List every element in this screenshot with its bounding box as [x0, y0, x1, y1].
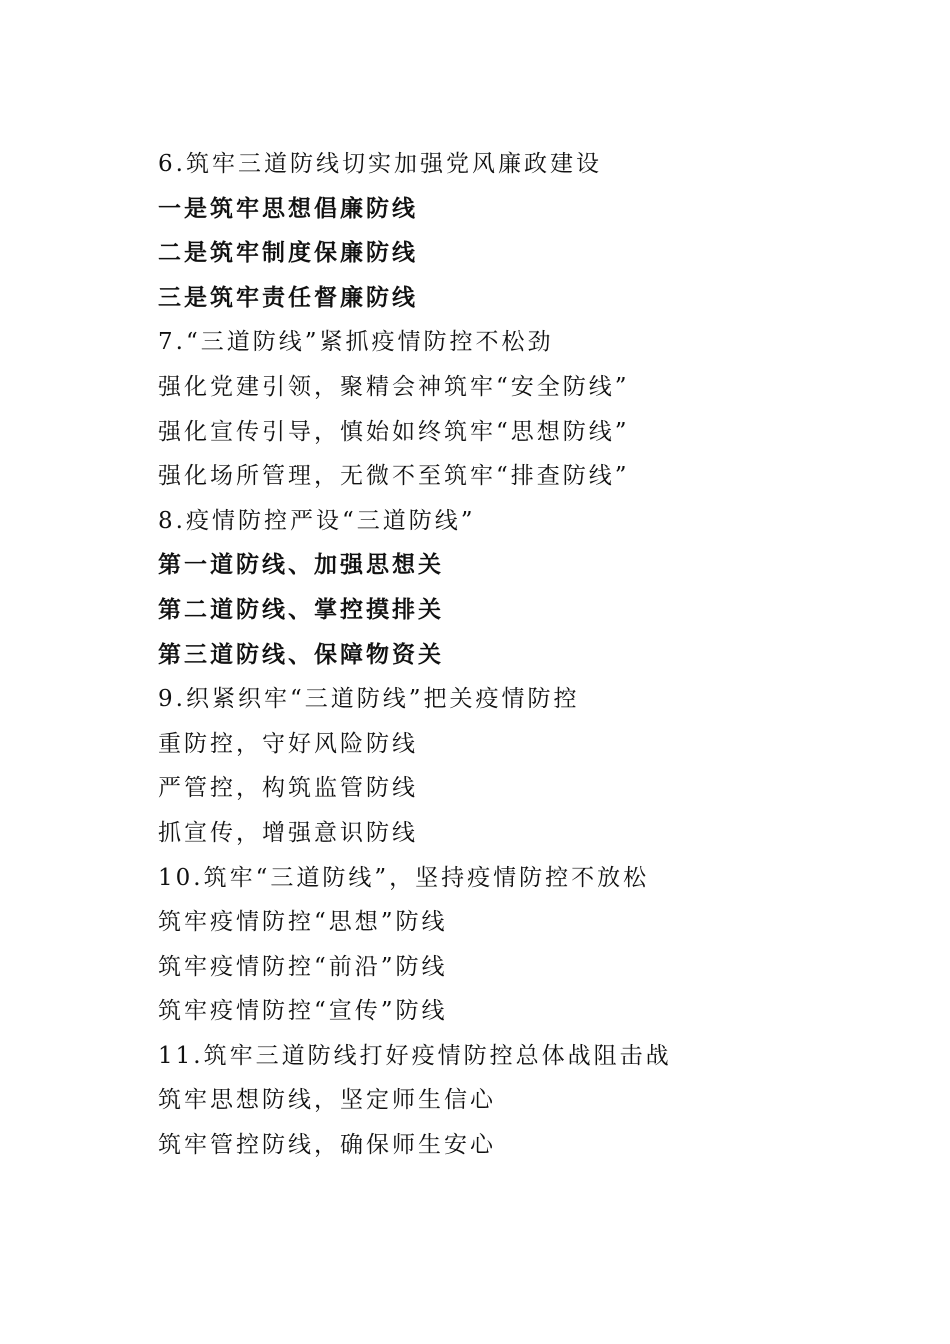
section-heading-7: 7.“三道防线”紧抓疫情防控不松劲: [158, 329, 554, 356]
section-heading-11: 11.筑牢三道防线打好疫情防控总体战阻击战: [158, 1042, 672, 1069]
section-heading-8: 8.疫情防控严设“三道防线”: [158, 507, 476, 534]
list-item: 筑牢疫情防控“思想”防线: [158, 909, 448, 936]
section-heading-9: 9.织紧织牢“三道防线”把关疫情防控: [158, 686, 580, 713]
section-heading-10: 10.筑牢“三道防线”，坚持疫情防控不放松: [158, 864, 650, 891]
list-item: 一是筑牢思想倡廉防线: [158, 194, 418, 222]
list-item: 第二道防线、掌控摸排关: [158, 595, 444, 623]
list-item: 二是筑牢制度保廉防线: [158, 239, 418, 267]
list-item: 三是筑牢责任督廉防线: [158, 283, 418, 311]
document-body: [158, 142, 878, 1168]
list-item: 抓宣传，增强意识防线: [158, 819, 418, 846]
list-item: 严管控，构筑监管防线: [158, 775, 418, 802]
section-heading-6: 6.筑牢三道防线切实加强党风廉政建设: [158, 151, 602, 177]
list-item: 第三道防线、保障物资关: [158, 640, 444, 668]
list-item: 强化场所管理，无微不至筑牢“排查防线”: [158, 463, 630, 490]
list-item: 强化宣传引导，慎始如终筑牢“思想防线”: [158, 418, 630, 445]
list-item: 第一道防线、加强思想关: [158, 551, 444, 579]
list-item: 筑牢疫情防控“宣传”防线: [158, 998, 448, 1025]
list-item: 强化党建引领，聚精会神筑牢“安全防线”: [158, 373, 630, 400]
list-item: 筑牢疫情防控“前沿”防线: [158, 953, 448, 980]
list-item: 重防控，守好风险防线: [158, 730, 418, 757]
list-item: 筑牢思想防线，坚定师生信心: [158, 1087, 496, 1114]
list-item: 筑牢管控防线，确保师生安心: [158, 1132, 496, 1159]
